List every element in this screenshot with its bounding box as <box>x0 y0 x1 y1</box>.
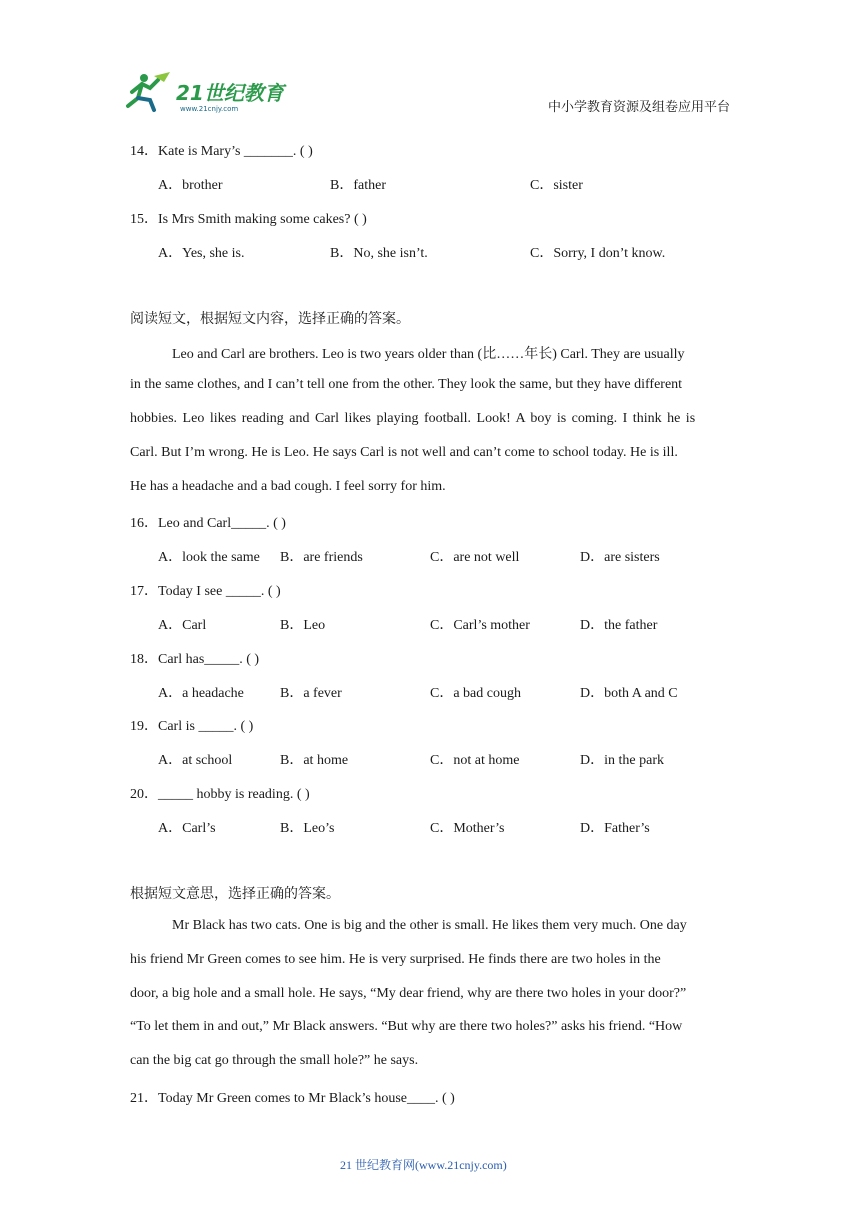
passage-1-line-5: He has a headache and a bad cough. I feel sorry for him. <box>130 479 446 494</box>
question-21-stem: 21．Today Mr Green comes to Mr Black’s house____. ( ) <box>130 1091 455 1106</box>
question-14-option-c: C．sister <box>530 178 583 193</box>
question-19-option-c: C．not at home <box>430 753 520 768</box>
passage-1-line-3: hobbies. Leo likes reading and Carl likes playing football. Look! A boy is coming. I think he is <box>130 411 696 426</box>
question-18-option-d: D．both A and C <box>580 686 678 701</box>
question-15-stem: 15．Is Mrs Smith making some cakes? ( ) <box>130 212 367 227</box>
question-17-stem: 17．Today I see _____. ( ) <box>130 584 281 599</box>
section-1-instruction: 阅读短文，根据短文内容，选择正确的答案。 <box>130 311 410 327</box>
question-20-option-d: D．Father’s <box>580 821 650 836</box>
question-19-stem: 19．Carl is _____. ( ) <box>130 719 254 734</box>
passage-2-line-5: can the big cat go through the small hole?” he says. <box>130 1053 419 1068</box>
question-19-option-b: B．at home <box>280 753 349 768</box>
site-logo <box>124 70 294 114</box>
header-tagline: 中小学教育资源及组卷应用平台 <box>548 100 731 115</box>
question-20-option-b: B．Leo’s <box>280 821 335 836</box>
question-16-stem: 16．Leo and Carl_____. ( ) <box>130 516 286 531</box>
passage-2-line-3: door, a big hole and a small hole. He says, “My dear friend, why are there two holes in your door?” <box>130 986 687 1001</box>
question-18-option-a: A．a headache <box>158 686 244 701</box>
passage-1-line-1: Leo and Carl are brothers. Leo is two years older than (比……年长) Carl. They are usually <box>172 347 685 362</box>
passage-1-line-4: Carl. But I’m wrong. He is Leo. He says Carl is not well and can’t come to school today. He is ill. <box>130 445 678 460</box>
question-14-option-a: A．brother <box>158 178 223 193</box>
passage-2-line-2: his friend Mr Green comes to see him. He is very surprised. He finds there are two holes in the <box>130 952 661 967</box>
question-16-option-a: A．look the same <box>158 550 260 565</box>
question-19-option-a: A．at school <box>158 753 233 768</box>
question-16-option-d: D．are sisters <box>580 550 660 565</box>
footer-text: 21 世纪教育网(www.21cnjy.com) <box>340 1158 507 1172</box>
question-14-stem: 14．Kate is Mary’s _______. ( ) <box>130 144 313 159</box>
question-17-option-c: C．Carl’s mother <box>430 618 530 633</box>
question-17-option-a: A．Carl <box>158 618 207 633</box>
question-16-option-b: B．are friends <box>280 550 363 565</box>
question-18-option-c: C．a bad cough <box>430 686 521 701</box>
question-17-option-b: B．Leo <box>280 618 326 633</box>
question-19-option-d: D．in the park <box>580 753 664 768</box>
logo-url: www.21cnjy.com <box>180 105 239 113</box>
question-14-option-b: B．father <box>330 178 386 193</box>
section-2-instruction: 根据短文意思，选择正确的答案。 <box>130 886 340 902</box>
question-15-option-a: A．Yes, she is. <box>158 246 245 261</box>
question-15-option-b: B．No, she isn’t. <box>330 246 428 261</box>
passage-2-line-1: Mr Black has two cats. One is big and the other is small. He likes them very much. One day <box>172 918 687 933</box>
question-17-option-d: D．the father <box>580 618 658 633</box>
logo-wordmark: 21世纪教育 <box>176 81 284 105</box>
question-18-option-b: B．a fever <box>280 686 342 701</box>
passage-1-line-2: in the same clothes, and I can’t tell one from the other. They look the same, but they have different <box>130 377 683 392</box>
question-16-option-c: C．are not well <box>430 550 520 565</box>
runner-logo-icon <box>128 72 170 110</box>
question-20-option-a: A．Carl’s <box>158 821 216 836</box>
question-20-stem: 20．_____ hobby is reading. ( ) <box>130 787 310 802</box>
question-15-option-c: C．Sorry, I don’t know. <box>530 246 666 261</box>
passage-2-line-4: “To let them in and out,” Mr Black answers. “But why are there two holes?” asks his friend. “How <box>130 1019 683 1034</box>
question-18-stem: 18．Carl has_____. ( ) <box>130 652 260 667</box>
question-20-option-c: C．Mother’s <box>430 821 505 836</box>
